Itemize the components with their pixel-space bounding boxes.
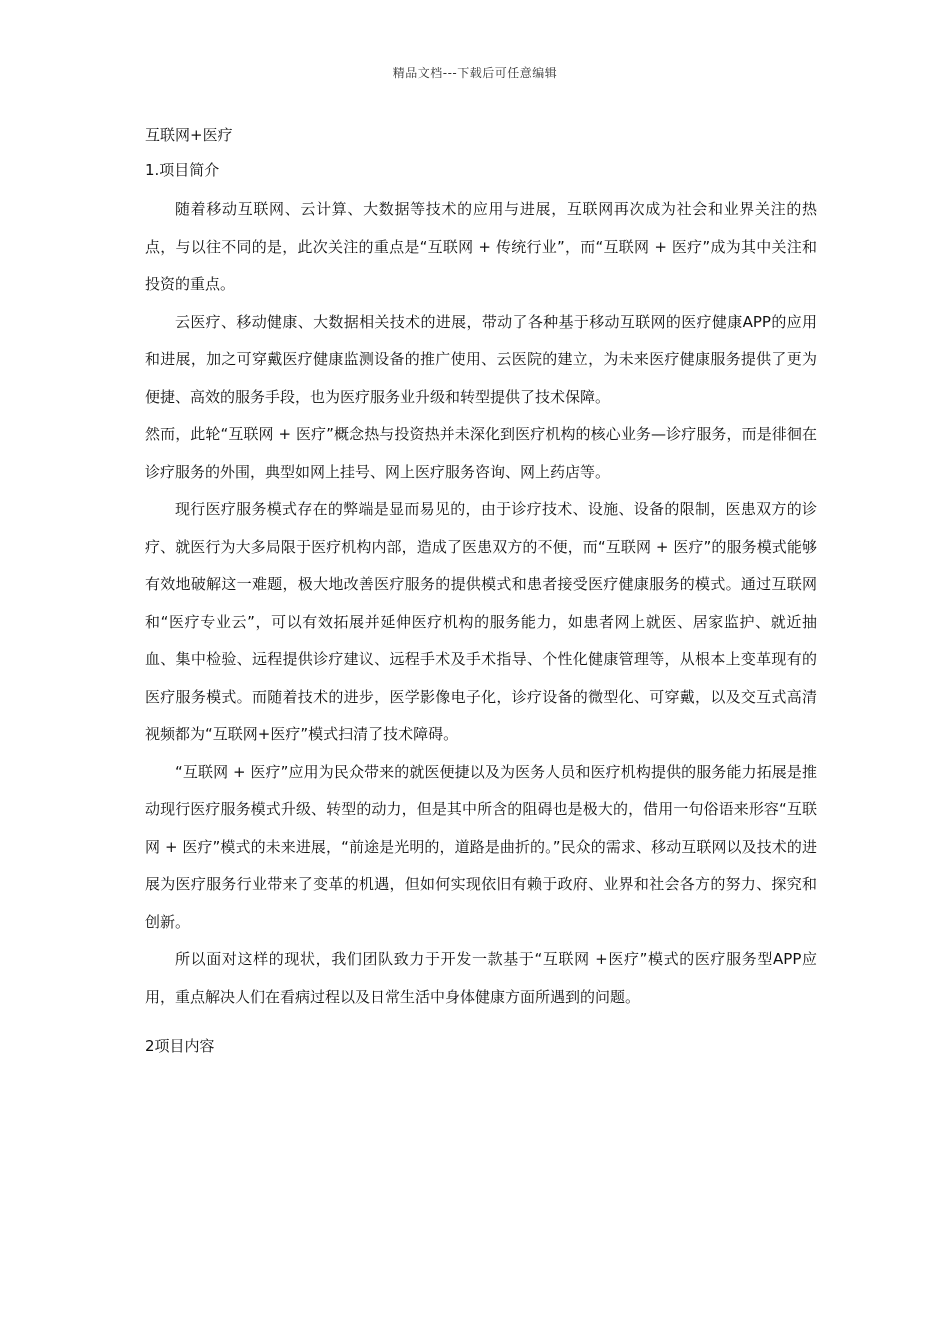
paragraph-current-mode: 现行医疗服务模式存在的弊端是显而易见的，由于诊疗技术、设施、设备的限制，医患双方的诊疗、就医行为大多局限于医疗机构内部，造成了医患双方的不便，而“互联网 + 医疗”的服务模式能够有效地破解这一难题，极大地改善医疗服务的提供模式和患者接受医疗健康服务的模式。通过互联网和“医疗专业云”，可以有效拓展并延伸医疗机构的服务能力，如患者网上就医、居家监护、就近抽血、集中检验、远程提供诊疗建议、远程手术及手术指导、个性化健康管理等，从根本上变革现有的医疗服务模式。而随着技术的进步，医学影像电子化，诊疗设备的微型化、可穿戴，以及交互式高清视频都为“互联网+医疗”模式扫清了技术障碍。 — [145, 500, 817, 743]
section-1-heading: 1.项目简介 — [145, 161, 220, 179]
paragraph-team-goal: 所以面对这样的现状，我们团队致力于开发一款基于“互联网 +医疗”模式的医疗服务型APP应用，重点解决人们在看病过程以及日常生活中身体健康方面所遇到的问题。 — [145, 950, 817, 1006]
section-2-heading: 2项目内容 — [145, 1037, 215, 1055]
document-body — [145, 121, 817, 1061]
paragraph-intro: 随着移动互联网、云计算、大数据等技术的应用与进展，互联网再次成为社会和业界关注的热点，与以往不同的是，此次关注的重点是“互联网 + 传统行业”，而“互联网 + 医疗”成为其中关注和投资的重点。 — [145, 200, 817, 293]
paragraph-application: “互联网 + 医疗”应用为民众带来的就医便捷以及为医务人员和医疗机构提供的服务能力拓展是推动现行医疗服务模式升级、转型的动力，但是其中所含的阻碍也是极大的，借用一句俗语来形容“互联网 + 医疗”模式的未来进展，“前途是光明的，道路是曲折的。”民众的需求、移动互联网以及技术的进展为医疗服务行业带来了变革的机遇，但如何实现依旧有赖于政府、业界和社会各方的努力、探究和创新。 — [145, 762, 817, 931]
paragraph-however: 然而，此轮“互联网 + 医疗”概念热与投资热并未深化到医疗机构的核心业务—诊疗服务，而是徘徊在诊疗服务的外围，典型如网上挂号、网上医疗服务咨询、网上药店等。 — [145, 425, 817, 481]
paragraph-cloud-medical: 云医疗、移动健康、大数据相关技术的进展，带动了各种基于移动互联网的医疗健康APP的应用和进展，加之可穿戴医疗健康监测设备的推广使用、云医院的建立，为未来医疗健康服务提供了更为便捷、高效的服务手段，也为医疗服务业升级和转型提供了技术保障。 — [145, 312, 817, 406]
document-title: 互联网+医疗 — [145, 126, 233, 144]
page-header-note: 精品文档---下载后可任意编辑 — [392, 66, 558, 80]
